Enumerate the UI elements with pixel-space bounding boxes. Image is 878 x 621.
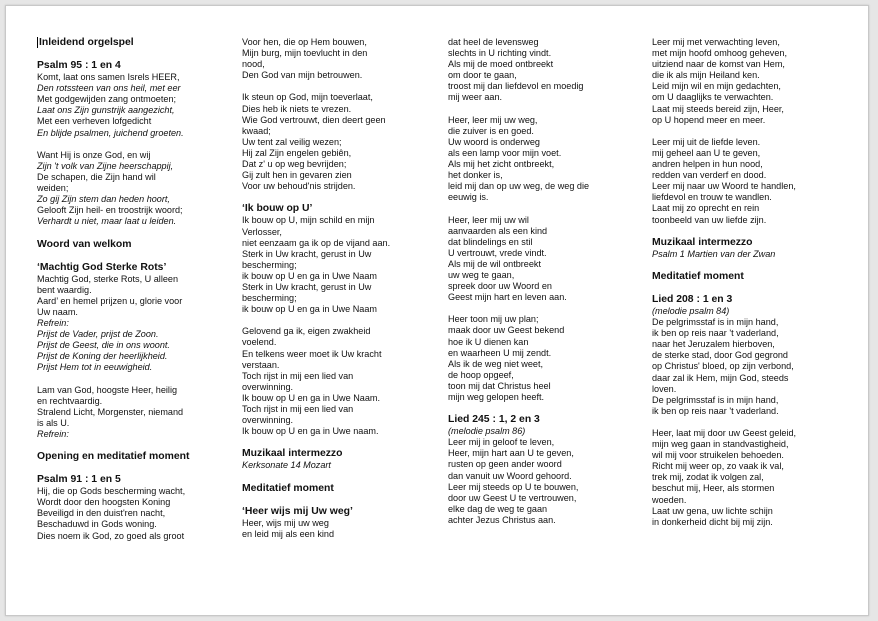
text-line: Uw woord is onderweg — [448, 136, 540, 147]
line-gap — [242, 495, 438, 506]
text-line: Leer mij steeds op U te bouwen, — [448, 481, 579, 492]
text-line: en leid mij als een kind — [242, 528, 334, 539]
line-gap — [652, 283, 848, 294]
text-line: die zuiver is en goed. — [448, 125, 534, 136]
text-line: uitziend naar de komst van Hem, — [652, 59, 785, 70]
text-line: En blijde psalmen, juichend groeten. — [37, 127, 184, 138]
text-line: Dat z' u op weg bevrijden; — [242, 159, 347, 170]
line-gap — [242, 192, 438, 203]
column-2 — [242, 37, 438, 540]
section-heading: Muzikaal intermezzo — [652, 236, 753, 248]
text-line: voelend. — [242, 337, 277, 348]
text-line: het donker is, — [448, 170, 503, 181]
text-line: overwinning. — [242, 381, 294, 392]
text-line: Met een verheven lofgedicht — [37, 116, 152, 127]
text-line: toonbeeld van uw liefde zijn. — [652, 214, 767, 225]
text-line: De pelgrimsstaf is in mijn hand, — [652, 317, 779, 328]
text-line: Mijn burg, mijn toevlucht in den — [242, 48, 368, 59]
line-gap — [448, 104, 644, 115]
document-page — [5, 5, 869, 616]
text-line: hoe ik U dienen kan — [448, 336, 529, 347]
text-line: Prijst de Koning der heerlijkheid. — [37, 351, 168, 362]
text-line: Laat mij zo oprecht en rein — [652, 203, 760, 214]
line-gap — [37, 251, 233, 262]
text-line: Geest mijn hart en leven aan. — [448, 292, 567, 303]
text-line: Kerksonate 14 Mozart — [242, 460, 331, 471]
line-gap — [652, 260, 848, 271]
text-line: Uw tent zal veilig wezen; — [242, 136, 342, 147]
text-line: die ik als mijn Heiland ken. — [652, 70, 760, 81]
text-line: beschut mij, Heer, als stormen — [652, 483, 775, 494]
line-gap — [448, 403, 644, 414]
text-line: wil mij voor struikelen behoeden. — [652, 450, 784, 461]
line-gap — [37, 139, 233, 150]
text-line: met mijn hoofd omhoog geheven, — [652, 48, 787, 59]
line-gap — [652, 126, 848, 137]
text-line: en waarheen U mij zendt. — [448, 347, 552, 358]
text-line: De pelgrimsstaf is in mijn hand, — [652, 394, 779, 405]
text-line: dan vanuit uw Woord gehoord. — [448, 470, 572, 481]
text-cursor — [37, 37, 38, 48]
text-line: Machtig God, sterke Rots, U alleen — [37, 273, 179, 284]
text-line: elke dag de weg te gaan — [448, 503, 548, 514]
text-line: Sterk in Uw kracht, gerust in Uw — [242, 248, 372, 259]
section-heading: Psalm 91 : 1 en 5 — [37, 474, 121, 486]
text-line: (melodie psalm 84) — [652, 305, 730, 316]
text-line: weiden; — [37, 183, 69, 194]
text-line: de hoop opgeef, — [448, 369, 514, 380]
text-line: mijn weg gaan in standvastigheid, — [652, 439, 789, 450]
text-line: Den rotssteen van ons heil, met eer — [37, 83, 181, 94]
text-line: redden van verderf en dood. — [652, 170, 767, 181]
text-line: mijn weg gelopen heeft. — [448, 392, 545, 402]
text-line: slechts in U richting vindt. — [448, 48, 552, 59]
text-line: bescherming; — [242, 293, 297, 304]
text-line: Uw naam. — [37, 306, 78, 317]
text-line: Leer mij uit de liefde leven. — [652, 136, 761, 147]
text-line: Heer, leer mij uw wil — [448, 214, 529, 225]
text-line: Refrein: — [37, 428, 69, 439]
text-line: Laat uw gena, uw lichte schijn — [652, 505, 773, 516]
text-line: spreek door uw Woord en — [448, 281, 552, 292]
text-line: als een lamp voor mijn voet. — [448, 147, 562, 158]
text-line: Prijst Hem tot in eeuwigheid. — [37, 362, 153, 373]
text-line: verstaan. — [242, 359, 280, 370]
text-line: Ik bouw op U, mijn schild en mijn — [242, 215, 375, 226]
text-line: De schapen, die Zijn hand wil — [37, 171, 156, 182]
line-gap — [448, 303, 644, 314]
text-line: Heer, laat mij door uw Geest geleid, — [652, 428, 797, 438]
text-line: Refrein: — [37, 317, 69, 328]
text-line: rusten op geen ander woord — [448, 459, 562, 470]
line-gap — [652, 226, 848, 237]
text-line: Gelovend ga ik, eigen zwakheid — [242, 326, 371, 337]
text-line: Wordt door den hoogsten Koning — [37, 497, 171, 508]
text-line: Laat mij steeds bereid zijn, Heer, — [652, 103, 784, 114]
text-line: Gij zult hen in gevaren zien — [242, 170, 352, 181]
text-line: Verhardt u niet, maar laat u leiden. — [37, 216, 177, 227]
text-line: Gelooft Zijn heil- en troostrijk woord; — [37, 205, 183, 216]
line-gap — [652, 417, 848, 428]
section-heading: Inleidend orgelspel — [39, 37, 134, 48]
text-line: Lam van God, hoogste Heer, heilig — [37, 384, 178, 395]
text-line: mij weer aan. — [448, 92, 503, 103]
text-line: Prijst de Geest, die in ons woont. — [37, 340, 170, 351]
text-line: Hij zal Zijn engelen gebiên, — [242, 147, 352, 158]
text-line: Toch rijst in mij een lied van — [242, 404, 354, 414]
text-line: Leer mij met verwachting leven, — [652, 37, 780, 47]
text-line: Laat ons Zijn gunstrijk aangezicht, — [37, 105, 175, 116]
text-line: de sterke stad, door God gegrond — [652, 350, 788, 361]
text-line: Stralend Licht, Morgenster, niemand — [37, 406, 184, 417]
line-gap — [242, 315, 438, 326]
section-heading: ‘Machtig God Sterke Rots’ — [37, 261, 167, 273]
text-line: Wie God vertrouwt, dien deert geen — [242, 114, 386, 125]
text-line: Hij, die op Gods bescherming wacht, — [37, 486, 186, 497]
text-line: En telkens weer moet ik Uw kracht — [242, 348, 382, 359]
text-line: is als U. — [37, 417, 70, 428]
text-line: op Christus' bloed, op zijn verbond, — [652, 361, 794, 372]
text-line: Voor uw behoud'nis strijden. — [242, 181, 356, 192]
text-line: Heer toon mij uw plan; — [448, 314, 539, 325]
text-line: dat blindelings en stil — [448, 236, 533, 247]
text-line: Als ik de weg niet weet, — [448, 358, 544, 369]
line-gap — [37, 373, 233, 384]
text-line: Richt mij weer op, zo vaak ik val, — [652, 461, 784, 472]
text-line: aanvaarden als een kind — [448, 225, 548, 236]
text-line: Dies heb ik niets te vrezen. — [242, 103, 352, 114]
text-line: loven. — [652, 383, 677, 394]
text-line: in donkerheid dicht bij mij zijn. — [652, 516, 773, 527]
text-line: om U daaglijks te verwachten. — [652, 92, 774, 103]
text-line: Als mij de wil ontbreekt — [448, 258, 541, 269]
text-line: bescherming; — [242, 259, 297, 270]
text-line: Sterk in Uw kracht, gerust in Uw — [242, 281, 372, 292]
text-line: uw weg te gaan, — [448, 269, 515, 280]
text-line: mij geheel aan U te geven, — [652, 147, 761, 158]
section-heading: Psalm 95 : 1 en 4 — [37, 60, 121, 72]
text-line: Met godgewijden zang ontmoeten; — [37, 94, 177, 105]
text-line: Prijst de Vader, prijst de Zoon. — [37, 329, 159, 340]
text-line: Leid mijn wil en mijn gedachten, — [652, 81, 781, 92]
text-line: ik bouw op U en ga in Uwe Naam — [242, 270, 377, 281]
text-line: Psalm 1 Martien van der Zwan — [652, 248, 776, 259]
text-line: Want Hij is onze God, en wij — [37, 149, 151, 160]
text-line: U vertrouwt, vrede vindt. — [448, 247, 547, 258]
text-line: overwinning. — [242, 415, 294, 426]
line-gap — [37, 49, 233, 60]
line-gap — [242, 471, 438, 482]
text-line: Als mij het zicht ontbreekt, — [448, 159, 555, 170]
section-heading: ‘Ik bouw op U’ — [242, 203, 313, 215]
text-line: Heer, wijs mij uw weg — [242, 517, 329, 528]
text-line: ik ben op reis naar 't vaderland. — [652, 405, 779, 416]
section-heading: Woord van welkom — [37, 238, 132, 250]
text-line: ik ben op reis naar 't vaderland, — [652, 328, 779, 339]
text-line: daar zal ik Hem, mijn God, steeds — [652, 372, 789, 383]
text-line: naar het Jeruzalem hierboven, — [652, 339, 775, 350]
text-line: (melodie psalm 86) — [448, 426, 526, 437]
section-heading: ‘Heer wijs mij Uw weg’ — [242, 505, 353, 517]
text-line: maak door uw Geest bekend — [448, 325, 565, 336]
text-line: Voor hen, die op Hem bouwen, — [242, 37, 367, 47]
text-line: op U hopend meer en meer. — [652, 114, 766, 125]
text-line: en rechtvaardig. — [37, 395, 103, 406]
section-heading: Meditatief moment — [242, 482, 334, 494]
text-line: Heer, mijn hart aan U te geven, — [448, 448, 574, 459]
text-line: Verlosser, — [242, 226, 282, 237]
section-heading: Lied 245 : 1, 2 en 3 — [448, 414, 540, 426]
section-heading: Meditatief moment — [652, 270, 744, 282]
text-line: Den God van mijn betrouwen. — [242, 70, 363, 81]
line-gap — [37, 440, 233, 451]
text-line: niet eenzaam ga ik op de vijand aan. — [242, 237, 391, 248]
section-heading: Muzikaal intermezzo — [242, 448, 343, 460]
line-gap — [242, 437, 438, 448]
text-line: dat heel de levensweg — [448, 37, 539, 47]
text-line: Komt, laat ons samen Isrels HEER, — [37, 72, 180, 83]
text-line: achter Jezus Christus aan. — [448, 514, 556, 525]
text-line: Als mij de moed ontbreekt — [448, 59, 554, 70]
text-line: trek mij, zodat ik volgen zal, — [652, 472, 764, 483]
text-line: Ik steun op God, mijn toeverlaat, — [242, 92, 373, 103]
text-line: Beschaduwd in Gods woning. — [37, 519, 157, 530]
column-1 — [37, 37, 233, 542]
text-line: Leer mij in geloof te leven, — [448, 437, 555, 448]
text-line: om door te gaan, — [448, 70, 517, 81]
column-3 — [448, 37, 644, 526]
column-4 — [652, 37, 848, 528]
text-line: door uw Geest U te vertrouwen, — [448, 492, 577, 503]
text-line: nood, — [242, 59, 265, 70]
text-line: Aard’ en hemel prijzen u, glorie voor — [37, 295, 183, 306]
text-line: Zijn 't volk van Zijne heerschappij, — [37, 160, 174, 171]
line-gap — [242, 81, 438, 92]
text-line: troost mij dan liefdevol en moedig — [448, 81, 584, 92]
text-line: Ik bouw op U en ga in Uwe naam. — [242, 426, 379, 437]
text-line: Zo gij Zijn stem dan heden hoort, — [37, 194, 170, 205]
line-gap — [37, 227, 233, 238]
line-gap — [448, 203, 644, 214]
text-line: leid mij dan op uw weg, de weg die — [448, 181, 590, 192]
text-line: kwaad; — [242, 125, 271, 136]
text-line: bent waardig. — [37, 284, 92, 295]
section-heading: Opening en meditatief moment — [37, 451, 190, 463]
line-gap — [37, 463, 233, 474]
text-line: Toch rijst in mij een lied van — [242, 370, 354, 381]
text-line: Heer, leer mij uw weg, — [448, 114, 538, 125]
section-heading: Lied 208 : 1 en 3 — [652, 293, 733, 305]
text-line: andren helpen in hun nood, — [652, 159, 763, 170]
text-line: eeuwig is. — [448, 192, 489, 203]
text-line: Ik bouw op U en ga in Uwe Naam. — [242, 392, 380, 403]
text-line: Leer mij naar uw Woord te handlen, — [652, 181, 796, 192]
text-line: liefdevol en trouw te wandlen. — [652, 192, 772, 203]
text-line: toon mij dat Christus heel — [448, 380, 551, 391]
text-line: woeden. — [652, 494, 687, 505]
text-line: Dies noem ik God, zo goed als groot — [37, 530, 185, 541]
text-line: ik bouw op U en ga in Uwe Naam — [242, 304, 377, 315]
text-line: Beveiligd in den duist'ren nacht, — [37, 508, 166, 519]
